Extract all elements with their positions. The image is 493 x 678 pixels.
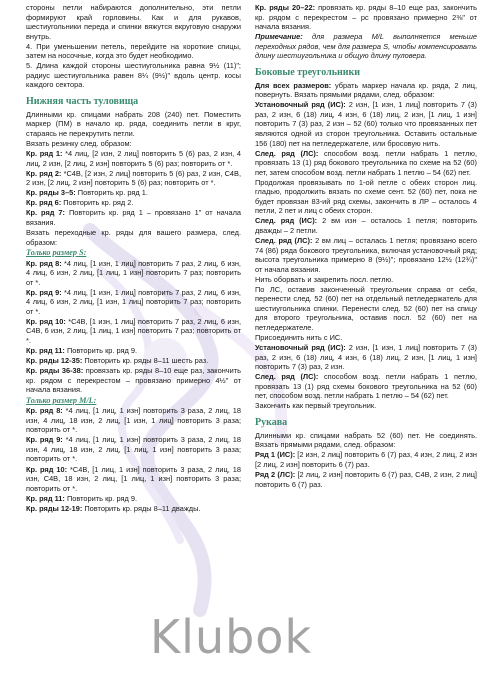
paragraph-text: *C4B, [2 изн, 2 лиц] повторить 5 (6) раз, 2 изн, C4B, 2 изн, [2 лиц, 2 изн] повторить 5 (6) раз; повторить от *. xyxy=(26,168,241,188)
row-label: Кр. ряд 8: xyxy=(26,258,62,268)
row-label: След. ряд (ЛС): xyxy=(255,236,313,246)
paragraph-text: Повторить кр. ряды 8–11 шесть раз. xyxy=(82,356,209,366)
row-label: Кр. ряд 11: xyxy=(26,346,65,355)
paragraph xyxy=(26,42,241,61)
row-label: Кр. ряд 6: xyxy=(26,198,62,208)
row-label: Ряд 2 (ЛС): xyxy=(255,470,296,480)
paragraph xyxy=(255,149,477,178)
paragraph-text: Длинными кр. спицами набрать 208 (240) пет. Поместить маркер (ПМ) в начало кр. ряда, соединить петли в круг, стараясь не перекрутить петли. xyxy=(26,109,241,139)
paragraph-text: Повторить кр. ряд 1 – провязано 1" от начала вязания. xyxy=(26,208,241,227)
row-label: Кр. ряд 7: xyxy=(26,208,66,218)
paragraph xyxy=(26,3,241,41)
paragraph xyxy=(26,139,241,149)
paragraph xyxy=(26,208,241,227)
section-heading: Боковые треугольники xyxy=(255,66,361,78)
left-column xyxy=(26,3,241,514)
paragraph xyxy=(255,275,477,285)
paragraph-text: 2 изн, [1 изн, 1 лиц] повторить 7 (3) раз, 2 изн, 6 (18) лиц, 4 изн, 6 (18) лиц, 2 изн, [1 лиц, 1 изн] повторить 7 (3) раз, 2 изн. xyxy=(255,343,477,372)
paragraph xyxy=(26,494,241,504)
paragraph xyxy=(26,288,241,317)
paragraph xyxy=(26,366,241,395)
row-label: Кр. ряды 12-19: xyxy=(26,503,83,513)
paragraph-text: Продолжая провязывать по 1-ой петле с обеих сторон лиц. гладью, продолжить вязать по схеме сент. 52 (60) пет, пока не будет провязан 83-ий ряд схемы, закончить в ЛР – осталось 4 петли, 2 пет и лиц с обеих сторон. xyxy=(255,177,477,216)
row-label: Кр. ряд 10: xyxy=(26,464,68,474)
row-label: Кр. ряд 9: xyxy=(26,435,63,445)
paragraph-text: Присоединить нить с ИС. xyxy=(255,333,343,342)
paragraph xyxy=(255,236,477,274)
paragraph-text: Длинными кр. спицами набрать 52 (60) пет. Не соединять. Вязать прямыми рядами, след. образом: xyxy=(255,430,477,450)
row-label: Установочный ряд (ИС): xyxy=(255,100,346,110)
paragraph xyxy=(255,216,477,235)
paragraph-text: Повторить кр. ряд 2. xyxy=(61,198,134,208)
paragraph-text: провязать кр. ряды 8–10 еще раз, закончить кр. рядом с перекрестом – провязано примерно 4½" от начала вязания. xyxy=(26,366,241,395)
paragraph-text: 2 вм лиц – осталась 1 петля; провязано всего 74 (86) ряда бокового треугольника, включая установочный ряд; высота треугольника примерно 8 (9½)"; провязано 12½ (12¾)" от начала вязания. xyxy=(255,236,477,274)
paragraph xyxy=(26,169,241,188)
row-label: Установочный ряд (ИС): xyxy=(255,343,346,353)
paragraph xyxy=(26,259,241,288)
row-label: Кр. ряды 20–22: xyxy=(255,3,316,12)
row-label: Кр. ряды 3–5: xyxy=(26,188,76,198)
paragraph-text: *4 лиц, [2 изн, 2 лиц] повторить 5 (6) раз, 2 изн, 4 лиц, 2 изн, [2 лиц, 2 изн] повторить 5 (6) раз; повторить от *. xyxy=(26,149,241,168)
paragraph-text: По ЛС, оставив законченный треугольник справа от себя, перенести след. 52 (60) пет на отдельный петледержатель для шестиугольника спинки. Перенести след. 52 (60) пет на спицу для второго треугольника, оставив посл. 52 (60) пет на петледержателе. xyxy=(255,284,477,332)
paragraph-text: убрать маркер начала кр. ряда, 2 лиц, повернуть. Вязать прямыми рядами, след. образом: xyxy=(255,80,477,100)
paragraph-text: *4 лиц, [1 лиц, 1 изн] повторить 3 раза, 2 лиц, 18 изн, 4 лиц, 18 изн, 2 лиц, [1 лиц, 1 изн] повторить 3 раза; повторить от *. xyxy=(26,435,241,464)
paragraph-text: Повторить кр. ряд 9. xyxy=(64,346,138,355)
paragraph-text: провязать кр. ряды 8–10 еще раз, закончить кр. рядом с перекрестом – рс провязано примерно 2⅜" от начала вязания. xyxy=(255,3,478,32)
paragraph-text: способом возд. петли набрать 1 петлю, провязать 13 (1) ряд бокового треугольника по схеме на 52 (60) пет, затем способом возд. петли набрать 1 петлю – 54 (62) пет. xyxy=(255,148,477,177)
paragraph xyxy=(26,228,241,247)
paragraph xyxy=(26,465,241,494)
paragraph xyxy=(26,61,241,90)
paragraph xyxy=(255,178,477,216)
paragraph-text: Вязать резинку след. образом: xyxy=(26,139,132,149)
row-label: Кр. ряд 10: xyxy=(26,316,66,326)
row-label: След. ряд (ЛС): xyxy=(255,372,319,382)
paragraph-text: 2 вм изн – осталось 1 петля; повторить дважды – 2 петли. xyxy=(255,216,477,235)
paragraph-text: Нить оборвать и закрепить посл. петлю. xyxy=(255,274,394,284)
row-label: След. ряд (ЛС): xyxy=(255,148,319,158)
section-heading: Рукава xyxy=(255,416,288,428)
paragraph-text: способом возд. петли набрать 1 петлю, провязать 13 (1) ряд схемы бокового треугольника на 52 (60) пет, способом возд. петли набрать 1 петлю – 54 (62) пет. xyxy=(255,372,477,401)
site-watermark-logo: Klubok xyxy=(150,610,313,664)
paragraph xyxy=(255,431,477,450)
row-label: Кр. ряды 36-38: xyxy=(26,366,84,376)
paragraph xyxy=(255,100,477,148)
paragraph xyxy=(255,285,477,333)
paragraph xyxy=(26,435,241,464)
paragraph xyxy=(255,81,477,100)
paragraph xyxy=(255,401,477,411)
paragraph-text: *4 лиц, [1 изн, 1 лиц] повторить 7 раз, 2 лиц, 6 изн, 4 лиц, 6 изн, 2 лиц, [1 изн, 1 лиц] повторить 7 раз; повторить от *. xyxy=(26,287,241,316)
paragraph-text: [2 лиц, 2 изн] повторить 6 (7) раз, C4B, 2 изн, 2 лиц] повторить 6 (7) раз. xyxy=(255,470,477,489)
paragraph-text: Повторить кр. ряды 8–11 дважды. xyxy=(82,503,201,513)
paragraph-text: Повторить кр. ряд 1. xyxy=(75,188,148,198)
row-label: Кр. ряд 9: xyxy=(26,287,62,297)
row-label: След. ряд (ИС): xyxy=(255,216,318,226)
paragraph xyxy=(26,198,241,208)
paragraph-text: Закончить как первый треугольник. xyxy=(255,401,377,411)
paragraph-text: 5. Длина каждой стороны шестиугольника равна 9½ (11)"; радиус шестиугольника равен 8¼ (9½)" вдоль центр. косы каждого сектора. xyxy=(26,61,241,90)
size-subheading: Только размер S: xyxy=(26,248,87,258)
row-label: Ряд 1 (ИС): xyxy=(255,450,296,460)
row-label: Для всех размеров: xyxy=(255,80,332,90)
row-label: Кр. ряд 2: xyxy=(26,168,62,178)
paragraph xyxy=(255,450,477,469)
note-text: для размера M/L выполняется меньше переходных рядов, чем для размера S, чтобы компенсировать длину шестиугольника и общую длину пуловера. xyxy=(255,32,477,61)
paragraph xyxy=(255,343,477,372)
paragraph-text: 2 изн, [1 изн, 1 лиц] повторить 7 (3) раз, 2 изн, 6 (18) лиц, 4 изн, 6 (18) лиц, 2 изн, [1 лиц, 1 изн] повторить 7 (3) раз, 2 изн – 52 (60) только что провязанных пет являются одной из сторон треугольника. Оставить остальные 156 (180) пет на петледержателе, или бросовую нить. xyxy=(255,100,477,148)
paragraph-text: *C4B, [1 лиц, 1 изн] повторить 3 раза, 2 лиц, 18 изн, C4B, 18 изн, 2 лиц, [1 лиц, 1 изн] повторить 3 раза; повторить от *. xyxy=(26,464,241,493)
paragraph xyxy=(26,406,241,435)
paragraph xyxy=(255,3,477,32)
paragraph xyxy=(255,372,477,401)
paragraph xyxy=(26,110,241,139)
paragraph-text: [2 изн, 2 лиц] повторить 6 (7) раз, 4 изн, 2 лиц, 2 изн [2 лиц, 2 изн] повторить 6 (7) раз. xyxy=(255,450,477,470)
paragraph xyxy=(26,188,241,198)
paragraph xyxy=(26,356,241,366)
row-label: Кр. ряд 11: xyxy=(26,493,65,503)
size-subheading: Только размер M/L: xyxy=(26,395,97,405)
right-column xyxy=(255,3,477,490)
note-label: Примечание: xyxy=(255,32,303,42)
paragraph xyxy=(26,149,241,168)
paragraph-text: стороны петли набираются дополнительно, эти петли формируют край горловины. Как и для рукавов, шестиугольники переда и спинки вяжутся вкруговую снаружи внутрь. xyxy=(26,3,241,41)
paragraph-text: Повторить кр. ряд 9. xyxy=(64,493,138,503)
paragraph-text: *4 лиц, [1 изн, 1 лиц] повторить 7 раз, 2 лиц, 6 изн, 4 лиц, 6 изн, 2 лиц, [1 лиц, 1 изн] повторить 7 раз; повторить от *. xyxy=(26,258,241,287)
paragraph xyxy=(26,504,241,514)
row-label: Кр. ряды 12-35: xyxy=(26,356,83,366)
paragraph-text: 4. При уменьшении петель, перейдите на короткие спицы, затем на носочные, когда это будет необходимо. xyxy=(26,41,241,61)
row-label: Кр. ряд 8: xyxy=(26,406,63,416)
row-label: Кр. ряд 1: xyxy=(26,149,63,159)
section-heading: Нижняя часть туловища xyxy=(26,95,139,107)
paragraph xyxy=(26,317,241,346)
paragraph xyxy=(255,470,477,489)
paragraph-text: *C4B, [1 изн, 1 лиц] повторить 7 раз, 2 лиц, 6 изн, C4B, 6 изн, 2 лиц, [1 лиц, 1 изн] повторить 7 раз; повторить от *. xyxy=(26,316,241,345)
paragraph xyxy=(255,333,477,343)
paragraph-text: Вязать переходные кр. ряды для вашего размера, след. образом: xyxy=(26,227,241,247)
paragraph xyxy=(26,346,241,356)
paragraph-text: *4 лиц, [1 лиц, 1 изн] повторить 3 раза, 2 лиц, 18 изн, 4 лиц, 18 изн, 2 лиц, [1 изн, 1 лиц] повторить 3 раза; повторить от *. xyxy=(26,406,241,435)
paragraph xyxy=(255,32,477,61)
